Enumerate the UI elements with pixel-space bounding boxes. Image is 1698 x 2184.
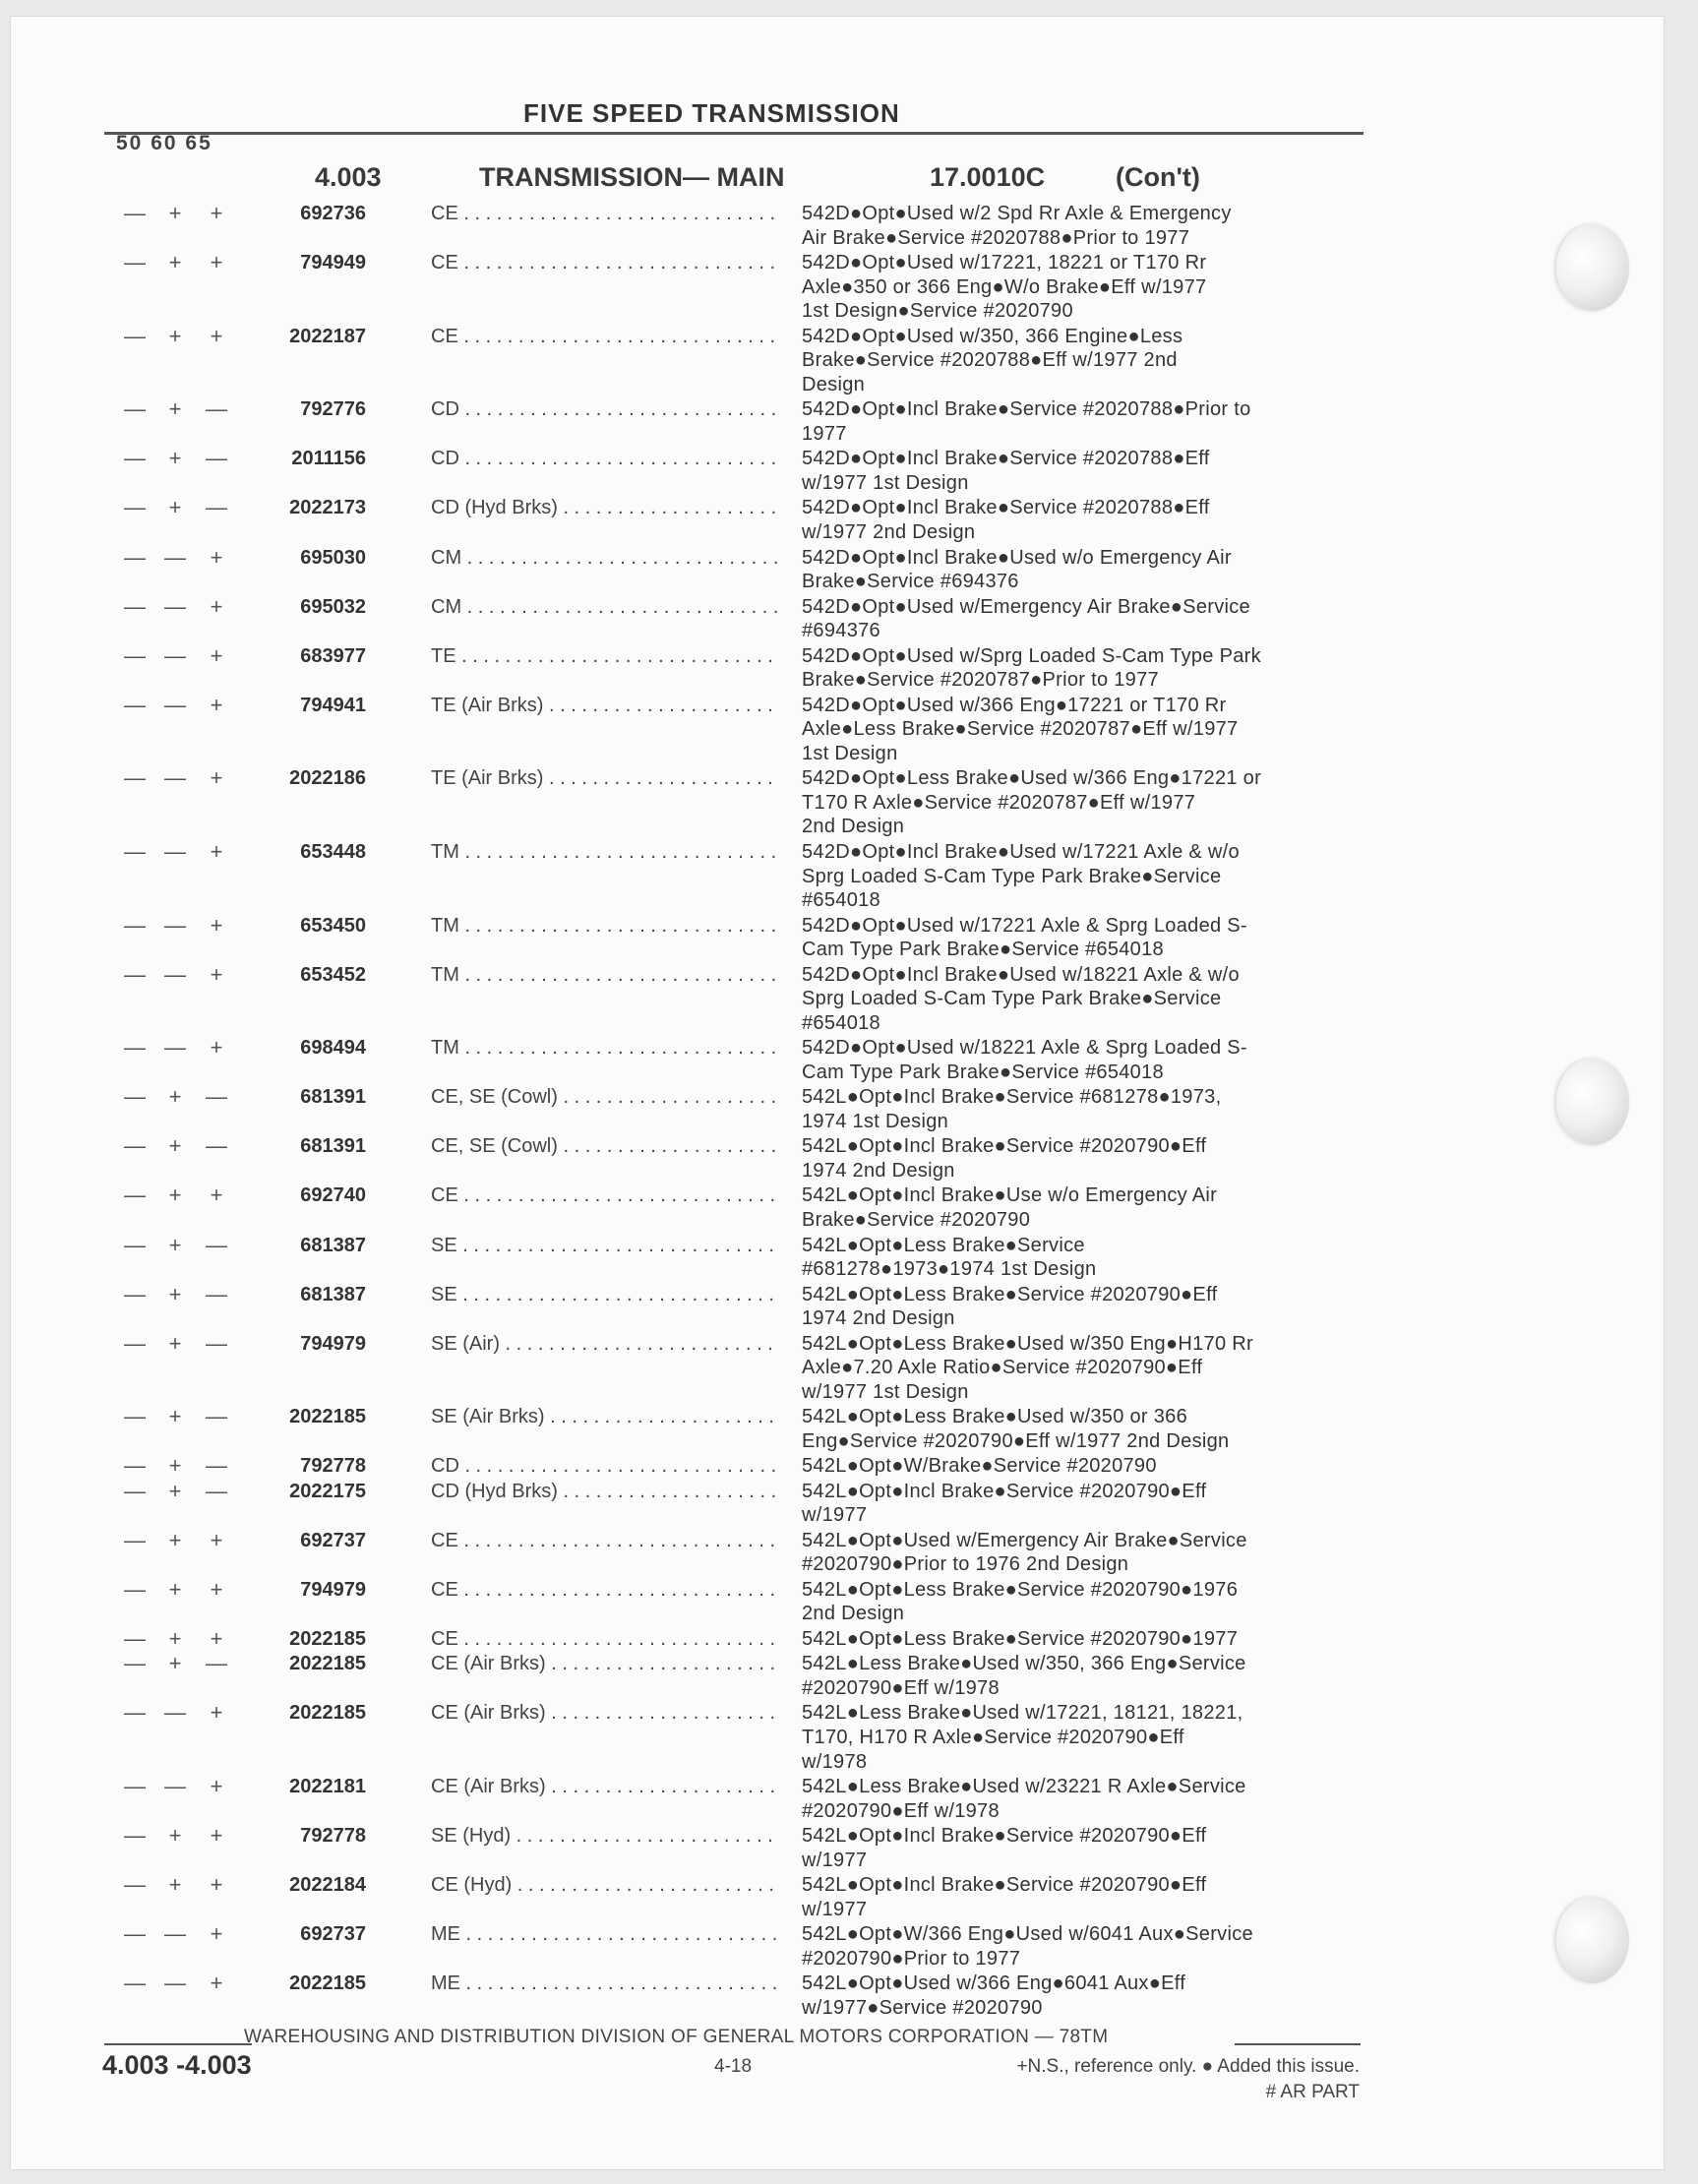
ar-part-note: # AR PART [1265,2082,1360,2102]
parts-row [0,766,1672,839]
model-code: CE . . . [431,202,777,226]
part-number: 681391 [300,1086,366,1109]
usage-symbol: + [210,323,223,348]
parts-row [0,1283,1672,1331]
parts-row [0,1578,1672,1626]
part-description: 542D●Opt●Less Brake●Used w/366 Eng●17221 or T170 R Axle●Service #2020787●Eff w/1977 2nd Design [802,767,1262,838]
part-number: 2022185 [289,1653,366,1675]
usage-symbol: — [124,1281,146,1306]
parts-row [0,1405,1672,1453]
footer-legend [885,2054,1360,2105]
part-description: 542L●Opt●Incl Brake●Service #681278●1973, 1974 1st Design [802,1086,1222,1132]
part-number: 2022186 [289,767,366,790]
model-code: SE (Air) . . . [431,1332,777,1357]
part-description: 542L●Less Brake●Used w/23221 R Axle●Service #2020790●Eff w/1978 [802,1776,1246,1822]
usage-symbol: + [168,1133,182,1159]
model-code: SE . . . [431,1234,777,1258]
usage-symbol: — [164,961,186,987]
usage-symbol: — [124,1971,146,1996]
part-number: 2022185 [289,1406,366,1428]
usage-symbol: — [124,396,146,422]
usage-symbol: + [168,1281,182,1306]
usage-symbol: — [164,593,186,619]
usage-symbol: — [124,1625,146,1651]
usage-symbol: + [168,1232,182,1257]
model-code: TE (Air Brks) . . . [431,766,777,791]
usage-symbol: + [210,593,223,619]
usage-symbol: — [206,1651,227,1676]
usage-symbol: — [164,912,186,938]
parts-row [0,840,1672,913]
usage-symbol: — [164,642,186,668]
usage-symbol: — [124,1872,146,1898]
model-code: CM . . . [431,595,777,620]
usage-symbol: — [206,1084,227,1110]
part-description: 542L●Opt●Less Brake●Used w/350 Eng●H170 Rr Axle●7.20 Axle Ratio●Service #2020790●Eff w/1977 1st Design [802,1332,1253,1403]
legend-note: +N.S., reference only. ● Added this issue. [1016,2056,1360,2077]
model-code: CE . . . [431,325,777,349]
usage-symbol: — [124,1823,146,1849]
usage-symbol: — [206,446,227,471]
usage-symbol: — [124,642,146,668]
usage-symbol: — [124,1404,146,1429]
model-code: CE . . . [431,1578,777,1603]
section-number: 4.003 [315,162,382,192]
part-description: 542L●Opt●Less Brake●Service #681278●1973●1974 1st Design [802,1234,1097,1281]
model-code: TM . . . [431,914,777,939]
part-description: 542D●Opt●Used w/Emergency Air Brake●Service #694376 [802,595,1250,642]
part-description: 542L●Opt●Less Brake●Used w/350 or 366 Eng●Service #2020790●Eff w/1977 2nd Design [802,1406,1230,1452]
model-code: ME . . . [431,1972,777,1996]
part-number: 653452 [300,963,366,986]
usage-symbol: — [164,1774,186,1799]
usage-symbol: — [164,838,186,864]
usage-symbol: — [164,692,186,717]
part-description: 542L●Less Brake●Used w/350, 366 Eng●Service #2020790●Eff w/1978 [802,1653,1246,1699]
usage-symbol: + [210,912,223,938]
model-code: TM . . . [431,840,777,865]
usage-symbol: + [168,323,182,348]
model-code: SE (Air Brks) . . . [431,1405,777,1429]
usage-symbol: + [210,201,223,225]
usage-symbol: — [124,961,146,987]
usage-symbol: — [164,765,186,791]
parts-row [0,1701,1672,1774]
model-code: TM . . . [431,1036,777,1061]
usage-symbol: — [124,1133,146,1159]
usage-symbol: + [210,1774,223,1799]
usage-symbol: — [206,396,227,422]
part-description: 542L●Opt●Incl Brake●Service #2020790●Eff w/1977 [802,1825,1207,1871]
model-code: SE . . . [431,1283,777,1307]
part-description: 542D●Opt●Used w/17221 Axle & Sprg Loaded S- Cam Type Park Brake●Service #654018 [802,914,1247,961]
parts-row [0,496,1672,544]
usage-symbol: — [124,593,146,619]
usage-symbol: — [206,1232,227,1257]
model-code: ME . . . [431,1922,777,1947]
usage-symbol: — [206,1133,227,1159]
usage-symbol: — [206,1453,227,1479]
parts-row [0,1627,1672,1652]
part-number: 695030 [300,546,366,569]
part-number: 792778 [300,1455,366,1478]
usage-symbol: + [210,1625,223,1651]
part-number: 2022187 [289,325,366,347]
usage-symbol: — [124,544,146,570]
footer-rule-left [104,2043,252,2045]
usage-symbol: — [124,1453,146,1479]
parts-row [0,1775,1672,1823]
parts-row [0,1652,1672,1700]
part-number: 653448 [300,840,366,863]
usage-symbol: + [210,1872,223,1898]
usage-symbol: — [124,446,146,471]
usage-symbol: + [210,692,223,717]
usage-symbol: + [168,1478,182,1503]
parts-row [0,1134,1672,1183]
usage-symbol: + [168,446,182,471]
part-description: 542L●Opt●W/366 Eng●Used w/6041 Aux●Service #2020790●Prior to 1977 [802,1923,1253,1970]
usage-symbol: — [124,1700,146,1726]
usage-symbol: + [168,201,182,225]
model-code: CD (Hyd Brks) . . . [431,496,777,520]
part-description: 542L●Opt●Incl Brake●Service #2020790●Eff w/1977 [802,1480,1207,1527]
parts-row [0,1332,1672,1405]
parts-row [0,914,1672,962]
model-code: CE (Hyd) . . . [431,1873,777,1898]
usage-symbol: + [168,1330,182,1356]
usage-symbol: + [168,1527,182,1552]
parts-row [0,963,1672,1036]
model-code: CD . . . [431,397,777,422]
usage-symbol: — [124,250,146,275]
model-code: CE (Air Brks) . . . [431,1701,777,1726]
part-number: 2022173 [289,497,366,519]
parts-row [0,1085,1672,1133]
usage-symbol: + [168,1576,182,1602]
part-description: 542D●Opt●Used w/17221, 18221 or T170 Rr Axle●350 or 366 Eng●W/o Brake●Eff w/1977 1st Design●Service #2020790 [802,252,1207,323]
parts-row [0,202,1672,250]
usage-symbol: + [168,1872,182,1898]
parts-row [0,251,1672,324]
part-number: 2022185 [289,1702,366,1725]
usage-symbol: + [168,1823,182,1849]
usage-symbol: — [164,1921,186,1947]
usage-symbol: + [168,1404,182,1429]
part-number: 698494 [300,1037,366,1060]
page-number: 4-18 [714,2056,753,2077]
usage-symbol: + [210,1576,223,1602]
parts-row [0,694,1672,766]
model-code: CE . . . [431,1183,777,1208]
part-description: 542L●Opt●W/Brake●Service #2020790 [802,1455,1157,1478]
part-description: 542L●Opt●Incl Brake●Service #2020790●Eff w/1977 [802,1874,1207,1920]
parts-row [0,1824,1672,1872]
usage-symbol: — [206,1478,227,1503]
part-description: 542D●Opt●Incl Brake●Used w/o Emergency Air Brake●Service #694376 [802,546,1232,593]
usage-symbol: — [206,1281,227,1306]
usage-symbol: + [210,1527,223,1552]
part-description: 542D●Opt●Used w/2 Spd Rr Axle & Emergency Air Brake●Service #2020788●Prior to 1977 [802,203,1232,249]
parts-row [0,325,1672,397]
usage-symbol: + [168,250,182,275]
part-description: 542D●Opt●Used w/366 Eng●17221 or T170 Rr Axle●Less Brake●Service #2020787●Eff w/1977 1st Design [802,694,1239,764]
usage-symbol: + [210,1035,223,1061]
part-number: 2011156 [291,448,366,470]
part-description: 542L●Opt●Used w/366 Eng●6041 Aux●Eff w/1977●Service #2020790 [802,1972,1186,2019]
part-number: 792776 [300,398,366,421]
section-name: TRANSMISSION— MAIN [479,162,785,192]
usage-symbol: + [210,1823,223,1849]
part-number: 794949 [300,252,366,274]
usage-symbol: — [124,1084,146,1110]
part-number: 692737 [300,1529,366,1551]
part-number: 681387 [300,1234,366,1256]
usage-symbol: + [168,1651,182,1676]
usage-symbol: + [210,838,223,864]
part-description: 542D●Opt●Incl Brake●Service #2020788●Prior to 1977 [802,398,1251,445]
part-number: 794979 [300,1578,366,1601]
usage-symbol: + [168,1625,182,1651]
parts-row [0,397,1672,446]
model-code: CE, SE (Cowl) . . . [431,1085,777,1110]
part-number: 692740 [300,1184,366,1207]
usage-symbol: + [210,1921,223,1947]
part-description: 542L●Less Brake●Used w/17221, 18121, 18221, T170, H170 R Axle●Service #2020790●Eff w/1978 [802,1702,1243,1773]
part-number: 2022181 [289,1776,366,1798]
usage-symbol: — [124,1651,146,1676]
part-number: 695032 [300,595,366,618]
usage-symbol: + [210,250,223,275]
model-code: CM . . . [431,546,777,571]
usage-symbol: — [124,1576,146,1602]
part-number: 653450 [300,914,366,937]
usage-symbol: — [124,838,146,864]
part-description: 542D●Opt●Incl Brake●Used w/17221 Axle & w/o Sprg Loaded S-Cam Type Park Brake●Service #654018 [802,840,1240,912]
parts-list [0,202,1672,2022]
part-number: 683977 [300,644,366,667]
usage-symbol: + [210,1183,223,1208]
model-code: CD . . . [431,1454,777,1479]
usage-symbol: — [124,1478,146,1503]
model-code: CD . . . [431,447,777,471]
usage-symbol: — [164,1035,186,1061]
usage-symbol: + [210,1700,223,1726]
part-number: 792778 [300,1825,366,1848]
usage-symbol: — [164,1700,186,1726]
usage-symbol: + [210,642,223,668]
part-number: 2022185 [289,1627,366,1650]
part-description: 542D●Opt●Incl Brake●Used w/18221 Axle & w/o Sprg Loaded S-Cam Type Park Brake●Service #654018 [802,963,1240,1034]
usage-symbol: — [124,1035,146,1061]
usage-symbol: — [124,1527,146,1552]
parts-row [0,1183,1672,1232]
usage-symbol: — [124,912,146,938]
model-code: SE (Hyd) . . . [431,1824,777,1849]
parts-row [0,546,1672,594]
header-rule [104,132,1364,135]
part-number: 2022185 [289,1972,366,1995]
part-description: 542L●Opt●Incl Brake●Use w/o Emergency Air Brake●Service #2020790 [802,1184,1218,1232]
model-code: CD (Hyd Brks) . . . [431,1480,777,1504]
model-columns-label: 50 60 65 [116,132,212,154]
part-description: 542L●Opt●Less Brake●Service #2020790●Eff 1974 2nd Design [802,1283,1218,1330]
usage-symbol: — [124,1330,146,1356]
parts-row [0,1972,1672,2020]
usage-symbol: — [124,1921,146,1947]
part-number: 2022184 [289,1874,366,1897]
usage-symbol: + [168,396,182,422]
usage-symbol: — [164,1971,186,1996]
part-description: 542L●Opt●Less Brake●Service #2020790●1977 [802,1627,1239,1650]
part-number: 2022175 [289,1480,366,1502]
usage-symbol: — [206,1330,227,1356]
footer-rule-right [1235,2043,1361,2045]
parts-row [0,1922,1672,1971]
usage-symbol: — [124,692,146,717]
parts-row [0,644,1672,693]
page-title: FIVE SPEED TRANSMISSION [523,98,900,128]
usage-symbol: — [124,765,146,791]
usage-symbol: — [206,495,227,520]
part-description: 542L●Opt●Used w/Emergency Air Brake●Service #2020790●Prior to 1976 2nd Design [802,1529,1247,1576]
part-number: 692736 [300,203,366,224]
usage-symbol: + [168,495,182,520]
usage-symbol: + [168,1183,182,1208]
usage-symbol: + [168,1453,182,1479]
part-number: 794979 [300,1332,366,1355]
parts-row [0,1873,1672,1921]
parts-row [0,1036,1672,1084]
section-code: 17.0010C [930,162,1046,192]
parts-row [0,1529,1672,1577]
model-code: TM . . . [431,963,777,988]
section-continued: (Con't) [1116,162,1200,192]
usage-symbol: + [210,961,223,987]
usage-symbol: — [124,495,146,520]
model-code: TE . . . [431,644,777,669]
model-code: CE . . . [431,1529,777,1553]
usage-symbol: + [210,544,223,570]
part-description: 542L●Opt●Less Brake●Service #2020790●1976 2nd Design [802,1578,1239,1625]
parts-row [0,447,1672,495]
part-description: 542D●Opt●Incl Brake●Service #2020788●Eff w/1977 2nd Design [802,497,1210,544]
usage-symbol: — [124,1183,146,1208]
part-number: 794941 [300,694,366,716]
part-description: 542D●Opt●Used w/350, 366 Engine●Less Brake●Service #2020788●Eff w/1977 2nd Design [802,325,1183,395]
usage-symbol: — [124,323,146,348]
parts-row [0,595,1672,643]
model-code: CE . . . [431,1627,777,1652]
usage-symbol: — [124,201,146,225]
part-description: 542D●Opt●Used w/Sprg Loaded S-Cam Type Park Brake●Service #2020787●Prior to 1977 [802,644,1261,692]
usage-symbol: — [124,1232,146,1257]
parts-row [0,1454,1672,1479]
part-description: 542L●Opt●Incl Brake●Service #2020790●Eff 1974 2nd Design [802,1135,1207,1182]
part-number: 681387 [300,1283,366,1305]
usage-symbol: — [124,1774,146,1799]
model-code: CE (Air Brks) . . . [431,1652,777,1676]
model-code: CE . . . [431,251,777,275]
usage-symbol: + [168,1084,182,1110]
model-code: CE (Air Brks) . . . [431,1775,777,1799]
footer-division: WAREHOUSING AND DISTRIBUTION DIVISION OF GENERAL MOTORS CORPORATION — 78TM [244,2027,1109,2047]
model-code: CE, SE (Cowl) . . . [431,1134,777,1159]
part-number: 692737 [300,1923,366,1946]
part-description: 542D●Opt●Incl Brake●Service #2020788●Eff w/1977 1st Design [802,448,1210,494]
parts-row [0,1480,1672,1528]
part-description: 542D●Opt●Used w/18221 Axle & Sprg Loaded S- Cam Type Park Brake●Service #654018 [802,1037,1247,1083]
parts-row [0,1234,1672,1282]
usage-symbol: — [164,544,186,570]
usage-symbol: + [210,765,223,791]
footer-range: 4.003 -4.003 [102,2050,252,2080]
usage-symbol: + [210,1971,223,1996]
part-number: 681391 [300,1135,366,1158]
usage-symbol: — [206,1404,227,1429]
model-code: TE (Air Brks) . . . [431,694,777,718]
